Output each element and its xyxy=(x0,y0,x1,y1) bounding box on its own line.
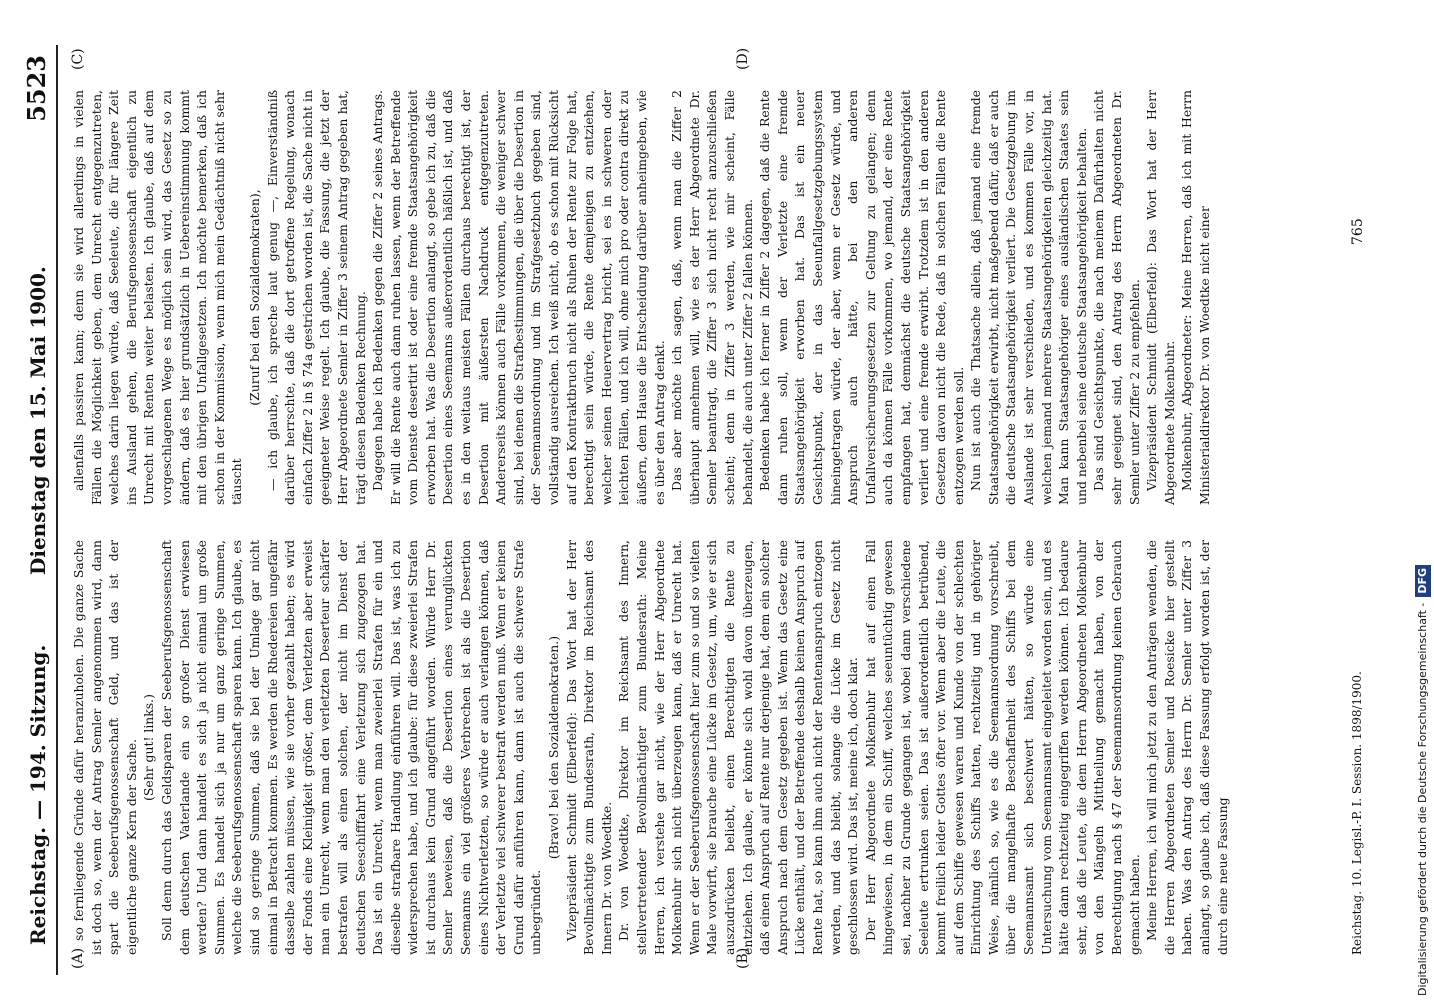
header-date: Dienstag den 15. Mai 1900. xyxy=(26,266,50,575)
right-column xyxy=(70,90,1340,505)
paragraph: Vizepräsident Schmidt (Elberfeld): Das Wort hat der Herr Bevollmächtigte zum Bundesrath, Direktor im Reichsamt des Innern Dr. von Woedtke. xyxy=(563,540,614,955)
footer-sheet-number: 765 xyxy=(1350,218,1366,245)
paragraph: Nun ist auch die Thatsache allein, daß jemand eine fremde Staatsangehörigkeit erwirbt, nicht maßgebend dafür, daß er auch die deutsche Staatsangehörigkeit verliert. Die Gesetzgebung im Auslande ist sehr verschieden, und es kommen Fälle vor, in welchen jemand mehrere Staatsangehörigkeiten gleichzeitig hat. Man kann Staatsangehöriger eines ausländischen Staates sein und nebenbei seine deutsche Staatsangehörigkeit behalten. xyxy=(968,90,1089,505)
paragraph: allenfalls passiren kann; denn sie wird allerdings in vielen Fällen die Möglichkeit geben, dem Unrecht entgegenzutreten, welches darin liegen würde, daß Seeleute, die für längere Zeit ins Ausland gehen, die Berufsgenossenschaft eigentlich zu Unrecht mit Renten weiter belasten. Ich glaube, daß auf dem vorgeschlagenen Wege es möglich sein wird, das Gesetz so zu ändern, daß es hier grundsätzlich in Uebereinstimmung kommt mit den übrigen Unfallgesetzen. Ich möchte bemerken, daß ich schon in der Kommission, wenn mich mein Gedächtniß nicht sehr täuscht xyxy=(71,90,245,505)
paragraph: Molkenbuhr, Abgeordneter: Meine Herren, daß ich mit Herrn Ministerialdirektor Dr. von Woedtke nicht einer xyxy=(1179,90,1212,505)
paragraph: Dagegen habe ich Bedenken gegen die Ziffer 2 seines Antrags. Er will die Rente auch dann ruhen lassen, wenn der Betreffende vom Dienste desertirt ist oder eine fremde Staatsangehörigkeit erworben hat. Was die Desertion anlangt, so gebe ich zu, daß die Desertion eines Seemanns außerordentlich häßlich ist, und daß es in den weitaus meisten Fällen durchaus berechtigt ist, der Desertion mit äußersten Nachdruck entgegenzutreten. Andererseits können auch Fälle vorkommen, die weniger schwer sind, bei denen die Strafbestimmungen, die über die Desertion in der Seemannsordnung und im Strafgesetzbuch gegeben sind, vollständig ausreichen. Ich weiß nicht, ob es schon mit Rücksicht auf den Kontraktbruch nicht als Ruhen der Rente zur Folge hat, berechtigt sein würde, die Rente demjenigen zu entziehen, welcher seinen Heuervertrag bricht, sei es in schweren oder leichten Fällen, und ich will, ohne mich pro oder contra direkt zu äußern, dem Hause die Entscheidung darüber anheimgeben, wie es über den Antrag denkt. xyxy=(370,90,667,505)
paragraph: Vizepräsident Schmidt (Elberfeld): Das Wort hat der Herr Abgeordnete Molkenbuhr. xyxy=(1144,90,1177,505)
digitization-credit: Digitalisierung gefördert durch die Deutsche Forschungsgemeinschaft - xyxy=(1416,602,1429,996)
paragraph: Meine Herren, ich will mich jetzt zu den Anträgen wenden, die die Herren Abgeordneten Semler und Roesicke hier gestellt haben. Was den Antrag des Herrn Dr. Semler unter Ziffer 3 anlangt, so glaube ich, daß diese Fassung erfolgt worden ist, der durch eine neue Fassung xyxy=(1144,540,1230,955)
left-column xyxy=(70,540,1340,955)
digitization-note xyxy=(1410,6,1432,996)
dfg-badge: DFG xyxy=(1415,565,1431,597)
paragraph: Bedenken habe ich ferner in Ziffer 2 dagegen, daß die Rente dann ruhen soll, wenn der Verletzte eine fremde Staatsangehörigkeit erworben hat. Das ist ein neuer Gesichtspunkt, der in das Seeunfallgesetzgebungssystem hineingetragen würde, der aber, wenn er Gesetz würde, und Anspruch auch hätte, bei den anderen Unfallversicherungsgesetzen zur Geltung zu gelangen; denn auch da können Fälle vorkommen, wo jemand, der eine Rente empfangen hat, demnächst die deutsche Staatsangehörigkeit verliert und eine fremde erwirbt. Trotzdem ist in den anderen Gesetzen davon nicht die Rede, daß in solchen Fällen die Rente entzogen werden soll. xyxy=(757,90,966,505)
interjection: (Zuruf bei den Sozialdemokraten), xyxy=(246,189,262,406)
scanned-page xyxy=(10,45,1390,975)
margin-marker-b: (B) xyxy=(735,947,751,969)
paragraph: Soll denn durch das Geldsparen der Seeberufsgenossenschaft dem deutschen Vaterlande ein so großer Dienst erwiesen werden? Und dann handelt es sich ja nicht einmal um große Summen. Es handelt sich ja nur um ganz geringe Summen, welche die Seeberufsgenossenschaft sparen kann. Ich glaube, es sind so geringe Summen, daß sie bei der Umlage gar nicht einmal in Betracht kommen. Es werden die Rhedereien ungefähr dasselbe zahlen müssen, wie sie vorher gezahlt haben; es wird der Fonds eine Kleinigkeit größer, dem Verletzten aber erweist man ein Unrecht, wenn man den verletzten Deserteur schärfer bestrafen will als einen solchen, der nicht im Dienst der deutschen Seeschifffahrt eine Verletzung sich zugezogen hat. Das ist ein Unrecht, wenn man zweierlei Strafen für ein und dieselbe strafbare Handlung einführen will. Das ist, was ich zu widersprechen habe, und ich glaube: für diese zweierlei Strafen ist durchaus kein Grund angeführt worden. Würde Herr Dr. Semler beweisen, daß die Desertion eines verunglückten Seemanns ein viel größeres Verbrechen ist als die Desertion eines Nichtverletzten, so würde er auch verlangen können, daß der Verletzte viel schwerer bestraft werden muß. Wenn er keinen Grund dafür anführen kann, dann ist auch die schwere Strafe unbegründet. xyxy=(158,540,544,955)
paragraph: Der Herr Abgeordnete Molkenbuhr hat auf einen Fall hingewiesen, in dem ein Schiff, welches seeuntüchtig gewesen sei, nachher zu Grunde gegangen ist, wobei dann verschiedene Seeleute ertrunken seien. Das ist außerordentlich betrübend, kommt freilich leider Gottes öfter vor. Wenn aber die Leute, die auf dem Schiffe gewesen waren und Kunde von der schlechten Einrichtung des Schiffs hatten, rechtzeitig und in gehöriger Weise, nämlich so, wie es die Seemannsordnung vorschreibt, über die mangelhafte Beschaffenheit des Schiffs bei dem Seemannsamt sich beschwert hätten, so würde eine Untersuchung vom Seemannsamt eingeleitet worden sein, und es hätte dann rechtzeitig eingegriffen werden können. Ich bedaure sehr, daß die Leute, die dem Herrn Abgeordneten Molkenbuhr von den Mängeln Mittheilung gemacht haben, von der Berechtigung nach § 47 der Seemannsordnung keinen Gebrauch gemacht haben. xyxy=(862,540,1142,955)
margin-marker-d: (D) xyxy=(735,47,751,70)
header-session: Reichstag. — 194. Sitzung. xyxy=(26,644,50,945)
paragraph: Das sind Gesichtspunkte, die nach meinem Dafürhalten nicht sehr geeignet sind, den Antrag des Herrn Abgeordneten Dr. Semler unter Ziffer 2 zu empfehlen. xyxy=(1091,90,1142,505)
footer-session-info: Reichstag. 10. Legisl.-P. I. Session. 1898/1900. xyxy=(1350,671,1364,955)
paragraph: so fernliegende Gründe dafür heranzuholen. Die ganze Sache ist doch so, wenn der Antrag Semler angenommen wird, dann spart die Seeberufsgenossenschaft Geld, und das ist der eigentliche ganze Kern der Sache. xyxy=(71,540,139,955)
interjection: (Bravo! bei den Sozialdemokraten.) xyxy=(546,635,562,860)
page-header xyxy=(22,45,58,975)
paragraph: Das aber möchte ich sagen, daß, wenn man die Ziffer 2 überhaupt annehmen will, wie es der Herr Abgeordnete Dr. Semler beantragt, die Ziffer 3 sich nicht recht anzuschließen scheint; denn in Ziffer 3 werden, wie mir scheint, Fälle behandelt, die auch unter Ziffer 2 fallen können. xyxy=(669,90,755,505)
paragraph: — ich glaube, ich spreche laut genug —, Einverständniß darüber herrschte, daß die dort getroffene Regelung, wonach einfach Ziffer 2 in § 74a gestrichen worden ist, die Sache nicht in geeigneter Weise regelt. Ich glaube, die Fassung, die jetzt der Herr Abgeordnete Semler in Ziffer 3 seinem Antrag gegeben hat, trägt diesen Bedenken Rechnung. xyxy=(264,90,368,505)
margin-marker-c: (C) xyxy=(70,48,86,70)
margin-marker-a: (A) xyxy=(70,947,86,969)
paragraph: Dr. von Woedtke, Direktor im Reichsamt des Innern, stellvertretender Bevollmächtigter zum Bundesrath: Meine Herren, ich verstehe gar nicht, wie der Herr Abgeordnete Molkenbuhr sich nicht überzeugen kann, daß er Unrecht hat. Wenn er der Seeberufsgenossenschaft hier zum so und so vielten Male vorwirft, sie brauche eine Lücke im Gesetz, um, wie er sich auszudrücken beliebt, einen Berechtigten die Rente zu entziehen. Ich glaube, er könnte sich wohl davon überzeugen, daß einen Anspruch auf Rente nur derjenige hat, dem ein solcher Anspruch nach dem Gesetz gegeben ist. Wenn das Gesetz eine Lücke enthält, und der Betreffende deshalb keinen Anspruch auf Rente hat, so kann ihm auch nicht der Rentenanspruch entzogen werden, und das bleibt, solange die Lücke im Gesetz nicht geschlossen wird. Das ist, meine ich, doch klar. xyxy=(616,540,861,955)
page-number: 5523 xyxy=(22,55,51,122)
interjection: (Sehr gut! links.) xyxy=(141,694,157,801)
